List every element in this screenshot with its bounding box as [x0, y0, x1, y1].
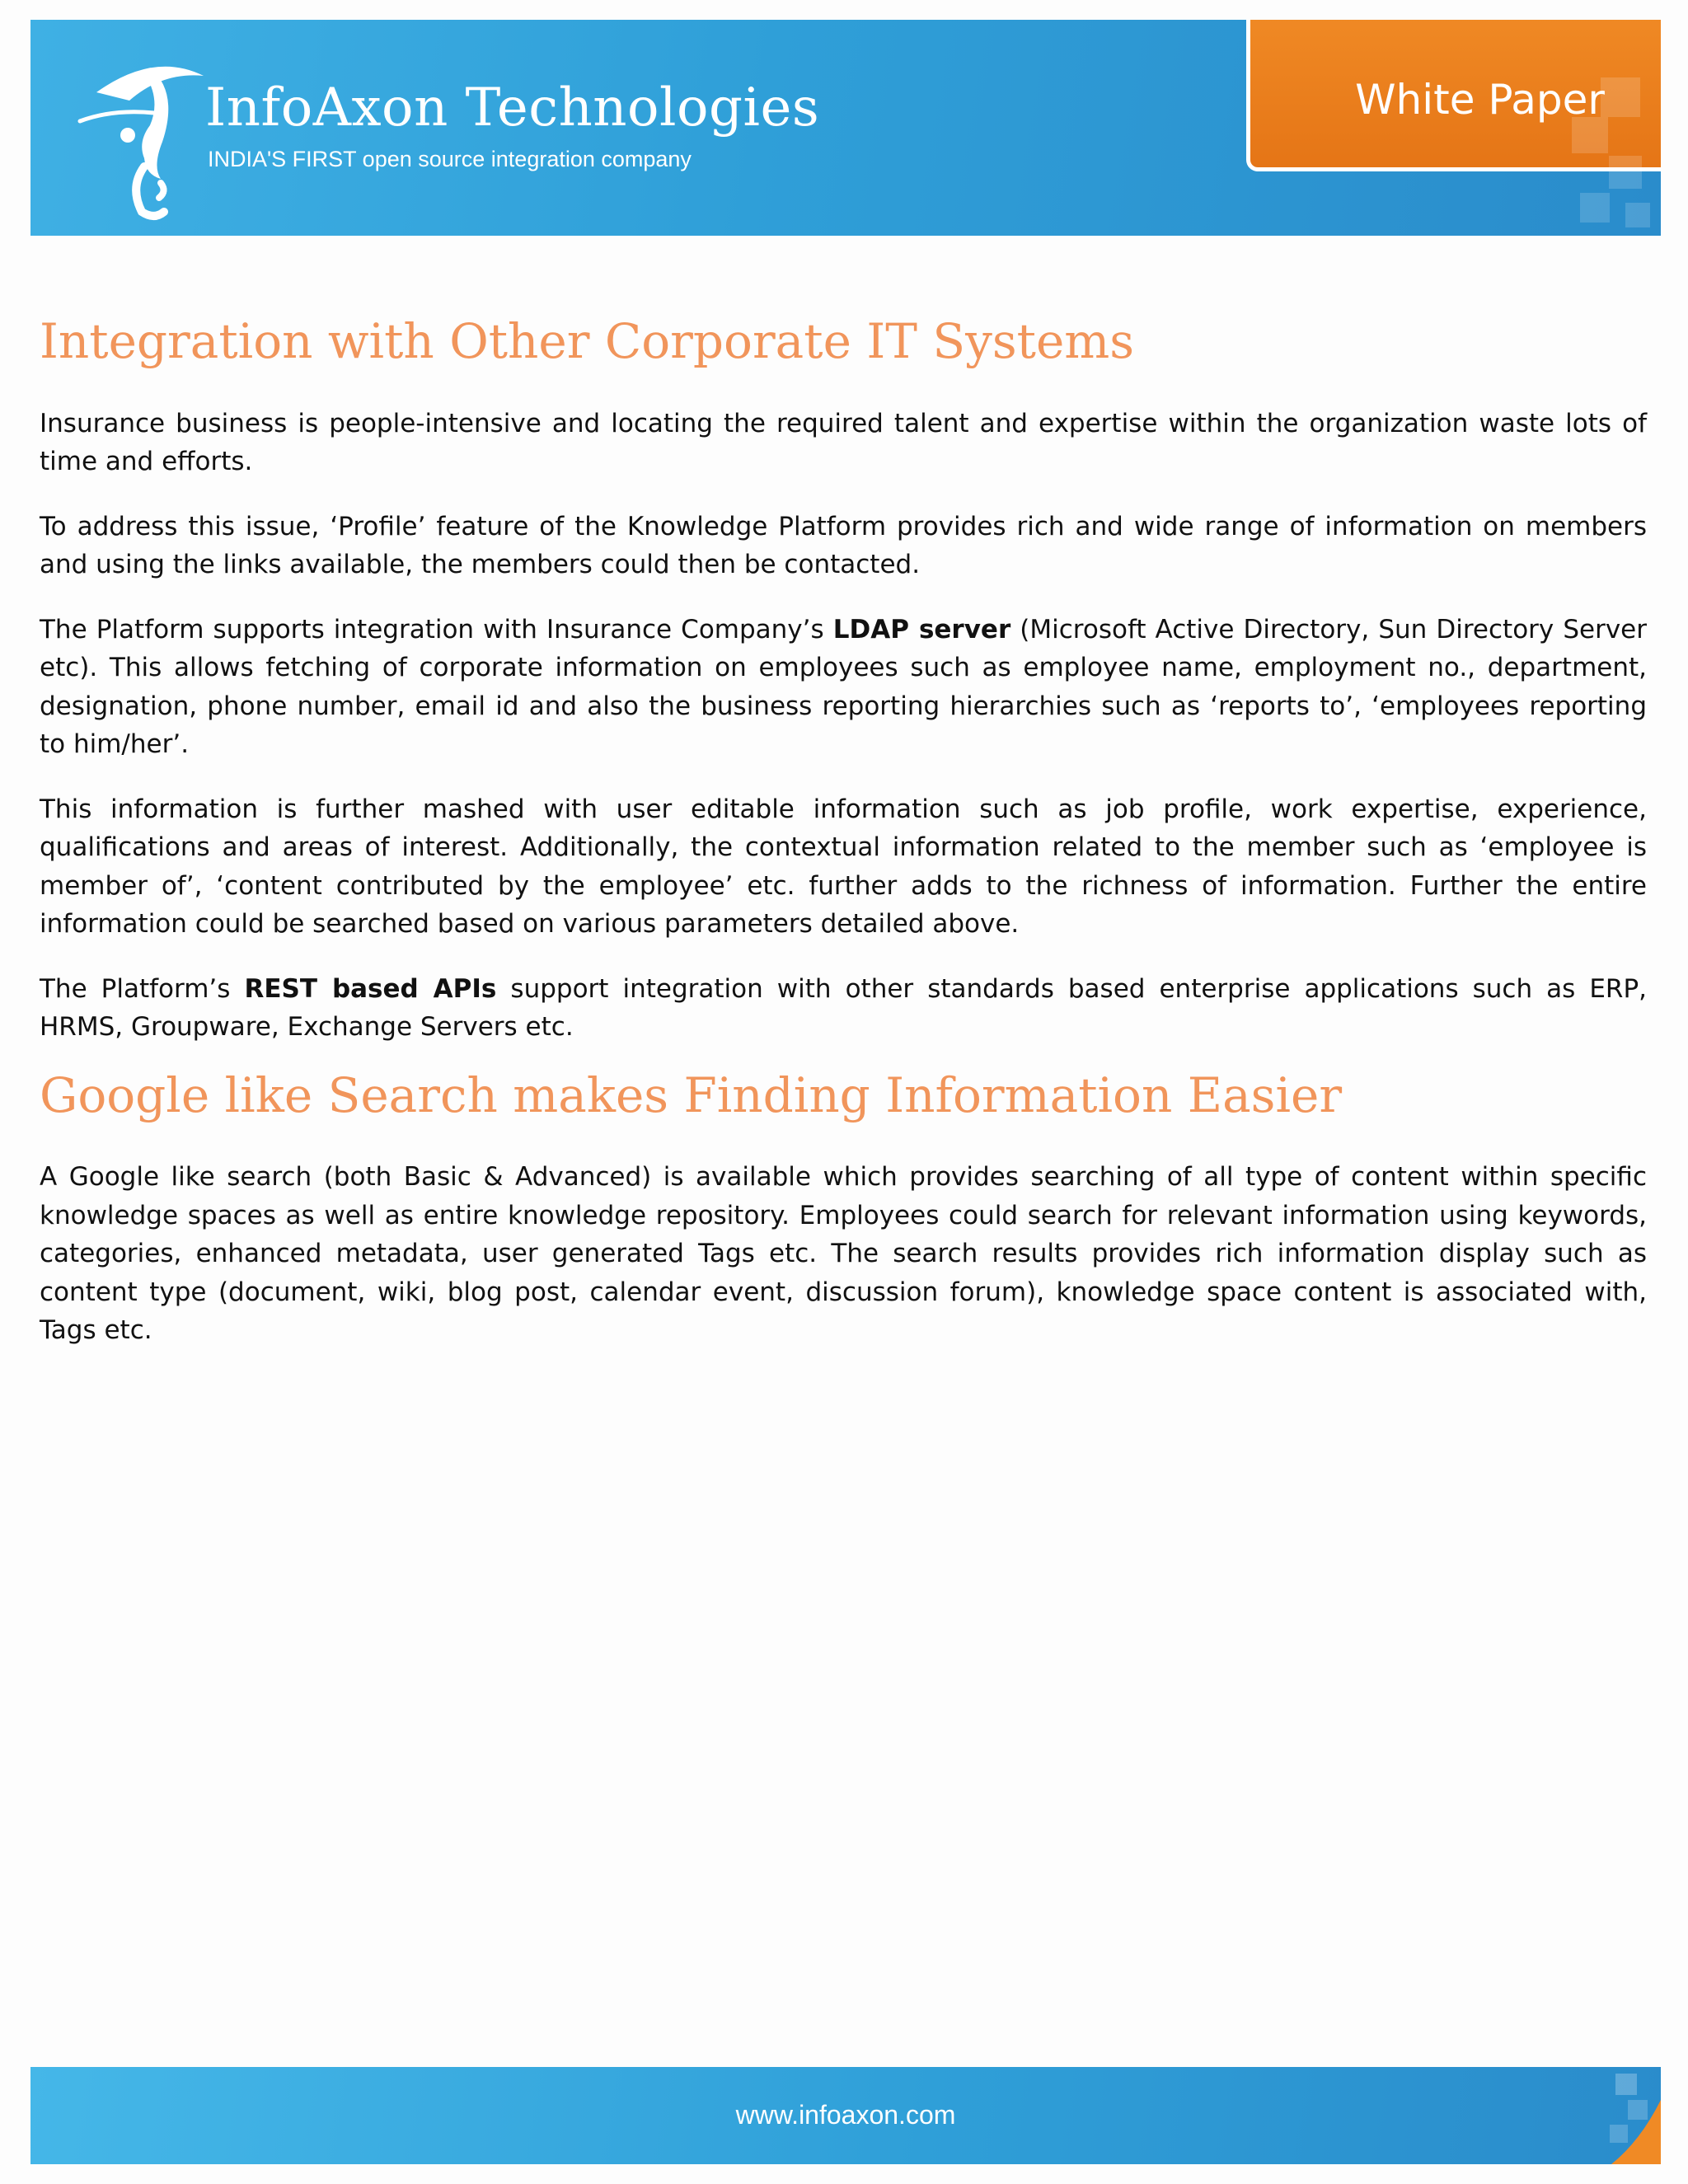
- footer-url-link[interactable]: www.infoaxon.com: [735, 2100, 956, 2130]
- paragraph: This information is further mashed with user editable information such as job profile, work expertise, experience, qualifications and areas of interest. Additionally, the contextual information related to the member such as ‘employee is member of’, ‘content contributed by the employee’ etc. further adds to the richness of information. Further the entire information could be searched based on various parameters detailed above.: [40, 794, 1647, 940]
- footer-banner: [30, 2067, 1661, 2164]
- footer-swoosh-icon: [1537, 2067, 1661, 2164]
- paragraph: Insurance business is people-intensive and locating the required talent and expertise within the organization waste lots of time and efforts.: [40, 408, 1647, 477]
- paragraph: A Google like search (both Basic & Advanced) is available which provides searching of all type of content within specific knowledge spaces as well as entire knowledge repository. Employees could search for relevant information using keywords, categories, enhanced metadata, user generated Tags etc. The search results provides rich information display such as content type (document, wiki, blog post, calendar event, discussion forum), knowledge space content is associated with, Tags etc.: [40, 1162, 1647, 1346]
- paragraph-text: support integration with other standards based enterprise applications such as ERP, HRMS, Groupware, Exchange Servers etc.: [40, 973, 1647, 1043]
- paragraph-rest: [40, 970, 1647, 1047]
- white-paper-label: White Paper: [1355, 76, 1605, 124]
- section-heading-search: Google like Search makes Finding Information Easier: [40, 1066, 1343, 1123]
- paragraph-text: The Platform supports integration with Insurance Company’s: [40, 614, 833, 644]
- brand-tagline: INDIA'S FIRST open source integration company: [208, 147, 692, 171]
- paragraph-text: The Platform’s: [40, 973, 245, 1004]
- section-heading-integration: Integration with Other Corporate IT Systems: [40, 313, 1135, 369]
- ldap-server-term: LDAP server: [832, 614, 1011, 644]
- paragraph-text: (Microsoft Active Directory, Sun Directory Server etc). This allows fetching of corporate information on employees such as employee name, employment no., department, designation, phone number, email id and also the business reporting hierarchies such as ‘reports to’, ‘employees reporting to him/her’.: [40, 614, 1647, 760]
- brand-name: InfoAxon Technologies: [205, 77, 820, 138]
- paragraph: To address this issue, ‘Profile’ feature of the Knowledge Platform provides rich and wide range of information on members and using the links available, the members could then be contacted.: [40, 511, 1647, 580]
- rest-apis-term: REST based APIs: [244, 973, 497, 1004]
- paragraph-ldap: [40, 611, 1647, 764]
- infoaxon-logo-icon: [63, 43, 220, 224]
- document-body: [40, 313, 1647, 1350]
- header-banner: [30, 20, 1661, 236]
